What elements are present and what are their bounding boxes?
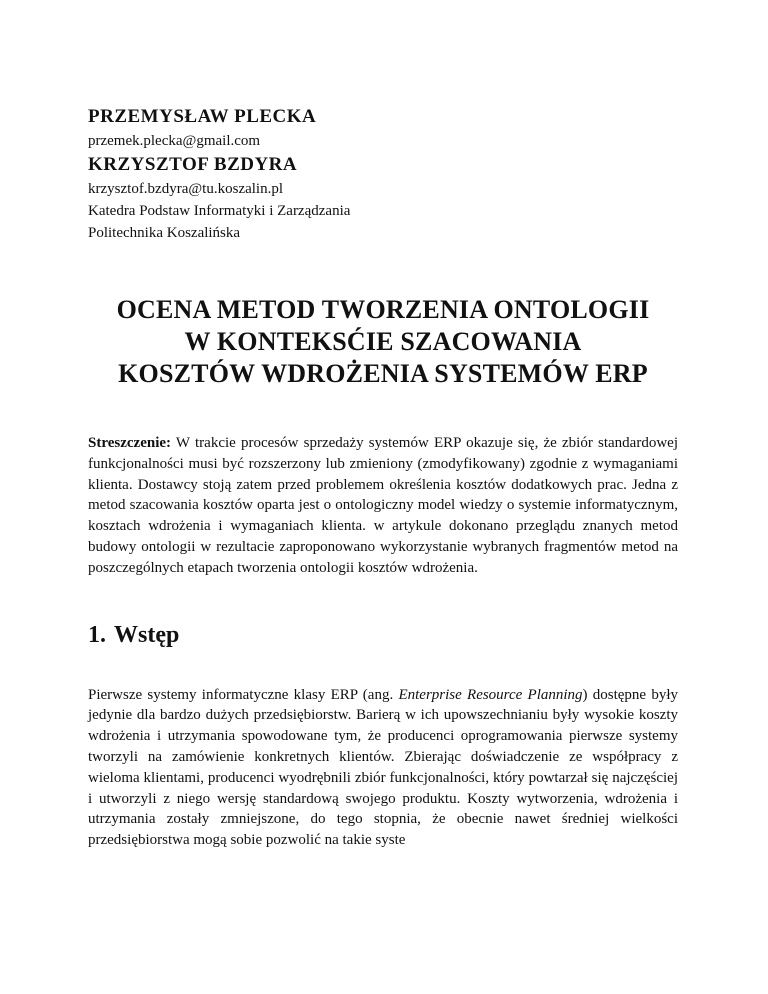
abstract (88, 433, 678, 579)
title-line-1: OCENA METOD TWORZENIA ONTOLOGII (116, 295, 650, 324)
body-text-rest: ) dostępne były jedynie dla bardzo dużych przedsiębiorstw. Barierą w ich upowszechnianiu były wysokie koszty wdrożenia i utrzymania spowodowane tym, że producenci oprogramowania pierwsze systemy tworzyli na zamówienie konkretnych klientów. Zbierając doświadczenie ze współpracy z wieloma klientami, producenci wyodrębnili zbiór funkcjonalności, który powtarzał się najczęściej i utworzyli z niego wersję standardową swojego produktu. Koszty wytworzenia, wdrożenia i utrzymania zostały zmniejszone, do tego stopnia, że obecnie nawet średniej wielkości przedsiębiorstwa mogą sobie pozwolić na takie syste (88, 686, 679, 849)
abstract-label: Streszczenie: (88, 435, 172, 451)
author-name-2: KRZYSZTOF BZDYRA (88, 154, 298, 175)
paper-page (88, 104, 678, 851)
body-text-italic: Enterprise Resource Planning (398, 686, 583, 703)
paper-title (88, 294, 678, 390)
abstract-text: W trakcie procesów sprzedaży systemów ERP okazuje się, że zbiór standardowej funkcjonalności musi być rozszerzony lub zmieniony (zmodyfikowany) zgodnie z wymaganiami klienta. Dostawcy stoją zatem przed problemem określenia kosztów dodatkowych prac. Jedna z metod szacowania kosztów oparta jest o ontologiczny model wiedzy o systemie informatycznym, kosztach wdrożenia i wymaganiach klienta. w artykule dokonano przeglądu znanych metod budowy ontologii w rezultacie zaproponowano wykorzystanie wybranych fragmentów metod na poszczególnych etapach tworzenia ontologii kosztów wdrożenia. (88, 435, 678, 576)
author-email-1: przemek.plecka@gmail.com (88, 133, 261, 149)
title-line-2: W KONTEKSĆIE SZACOWANIA (184, 327, 582, 356)
section-body (88, 685, 678, 851)
author-department: Katedra Podstaw Informatyki i Zarządzania (88, 203, 351, 219)
author-block (88, 104, 678, 244)
title-line-3: KOSZTÓW WDROŻENIA SYSTEMÓW ERP (118, 359, 648, 388)
author-university: Politechnika Koszalińska (88, 225, 241, 241)
section-title: Wstęp (114, 621, 180, 648)
body-text-start: Pierwsze systemy informatyczne klasy ERP (ang. (88, 686, 399, 703)
author-email-2: krzysztof.bzdyra@tu.koszalin.pl (88, 181, 284, 197)
author-name-1: PRZEMYSŁAW PLECKA (88, 106, 317, 127)
section-number: 1. (88, 621, 106, 648)
section-heading (88, 620, 678, 650)
